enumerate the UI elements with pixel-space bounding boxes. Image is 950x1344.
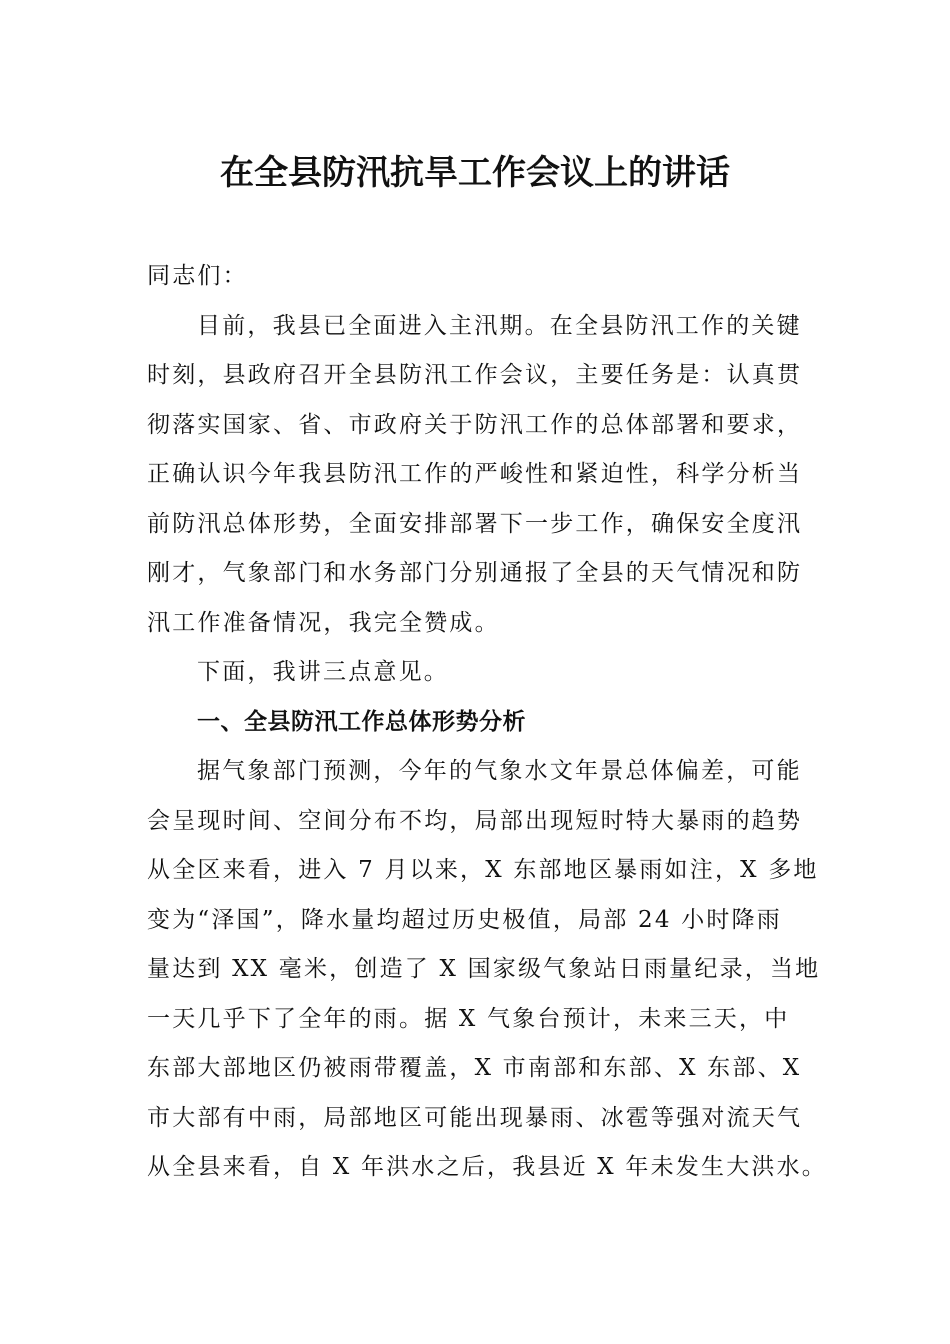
document-title: 在全县防汛抗旱工作会议上的讲话 <box>220 153 730 193</box>
text-line: 正确认识今年我县防汛工作的严峻性和紧迫性，科学分析当 <box>147 461 803 487</box>
text-line: 从全县来看，自 X 年洪水之后，我县近 X 年未发生大洪水。 <box>147 1154 827 1180</box>
text-line: 汛工作准备情况，我完全赞成。 <box>147 609 500 636</box>
text-line: 同志们： <box>147 263 248 289</box>
text-line: 据气象部门预测，今年的气象水文年景总体偏差，可能 <box>197 758 802 784</box>
text-line: 量达到 XX 毫米，创造了 X 国家级气象站日雨量纪录，当地 <box>147 956 821 982</box>
text-line: 刚才，气象部门和水务部门分别通报了全县的天气情况和防 <box>147 560 803 586</box>
text-line: 前防汛总体形势，全面安排部署下一步工作，确保安全度汛 <box>147 510 803 537</box>
document-body <box>147 252 837 1193</box>
text-line: 会呈现时间、空间分布不均，局部出现短时特大暴雨的趋势 <box>147 807 803 834</box>
text-line: 变为“泽国”，降水量均超过历史极值，局部 24 小时降雨 <box>147 906 783 933</box>
text-line: 目前，我县已全面进入主汛期。在全县防汛工作的关键 <box>197 312 802 339</box>
section-heading: 一、全县防汛工作总体形势分析 <box>197 708 526 735</box>
text-line: 从全区来看，进入 7 月以来，X 东部地区暴雨如注，X 多地 <box>147 857 819 883</box>
text-line: 彻落实国家、省、市政府关于防汛工作的总体部署和要求， <box>147 411 803 438</box>
text-line: 市大部有中雨，局部地区可能出现暴雨、冰雹等强对流天气 <box>147 1104 803 1131</box>
text-line: 一天几乎下了全年的雨。据 X 气象台预计，未来三天，中 <box>147 1005 790 1032</box>
text-line: 下面，我讲三点意见。 <box>197 659 449 685</box>
text-line: 时刻，县政府召开全县防汛工作会议，主要任务是：认真贯 <box>147 362 803 388</box>
text-line: 东部大部地区仍被雨带覆盖，X 市南部和东部、X 东部、X <box>147 1055 802 1081</box>
